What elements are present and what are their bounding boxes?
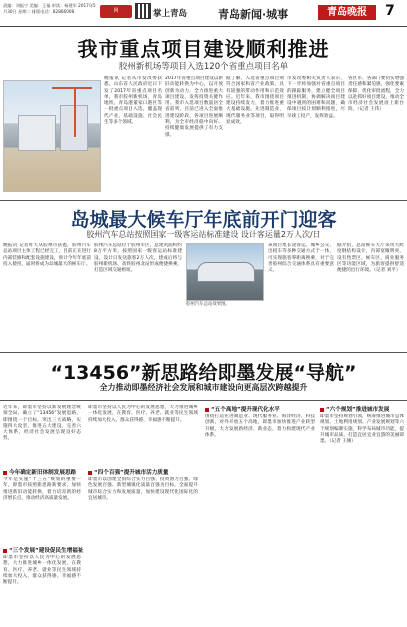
qr-code-icon [135,3,151,19]
story1-column-1: 晚报讯 记者从市发改委获悉，山东省人民政府近日下发了2017年省重点项目名单，我市胶州新机场、青岛地铁、青岛港董家口港区等一批重点项目入选，覆盖现代产业、基础设施、社会民生等多个领域。 [104,76,162,126]
story1-column-4: 市发改委相关负责人表示，下一步将加强对省重点项目的跟踪服务，建立健全项目推进机制，协调解决项目建设中遇到的困难和问题，确保项目按计划顺利推进，尽早竣工投产，发挥效益。 [287,76,345,119]
story2-headline: 岛城最大候车厅年底前开门迎客 [70,209,337,231]
divider [0,352,407,353]
story3-section-heading: “六个规划”推进城市发展 [320,405,389,413]
story2-column-4: 据介绍，总站候车大厅采用大跨度钢结构设计，内部宽敞明亮，设有售票区、候车区、商业服务区等功能区域，为旅客提供舒适便捷的出行环境。（记者 刘平） [337,243,404,274]
station-hall-shape [197,262,255,282]
story3-column-2a: 即墨市坚持以人民为中心的发展思想，大力推进城乡一体化发展，在教育、医疗、养老、就业等民生领域持续加大投入，群众获得感、幸福感不断提升。 [88,405,198,423]
story3-section-text: 即墨市坚持规划引领，统筹推进城市总体规划、土地利用规划、产业发展规划等六个规划编制实施，科学布局城市功能，提升城市品质，打造宜居宜业宜游的美丽即墨。（记者 王刚） [320,414,404,445]
editor-credits: 责编：刘振宁 美编：王福 审读：杨建军 2017年5月30日 星期二 排版电话：82866008 [3,3,96,14]
story2-column-2: 胶州汽车总站位于胶州市区，总建筑面积约8万平方米，按照国家一级客运站标准建设，设计日发送旅客2万人次，建成后将与胶州新机场、高铁胶州北站形成便捷换乘，打造区域交通枢纽。 [94,243,182,274]
story3-section-heading: “四个百强”提升城市活力质量 [88,468,168,476]
story1-column-2: 2017年省重点项目建设以新旧动能转换为中心，以开放创新为动力，全力推进重大项目建设，发挥投资关键作用。我市入选项目数量居全省前列，目前已进入全面推进建设阶段，各项目进展顺利，为全市经济稳中向好、持续健康发展提供了有力支撑。 [165,76,223,138]
story3-section-heading: 今年确定新旧体制发展思路 [3,468,76,476]
bus-station-photo [186,243,264,301]
masthead [0,0,407,27]
story3-subheadline: 全力推动即墨经济社会发展和城市建设向更高层次跨越提升 [99,383,308,392]
building-shape [18,115,56,151]
story3-headline: “13456”新思路给即墨发展“导航” [50,362,357,384]
story3-section-text: 今年是实施“十三五”规划的重要一年，即墨市按照新思路新要求，加快推进新旧动能转换，着力培育新的经济增长点，推动经济高质量发展。 [3,477,81,501]
page-number: 7 [385,3,395,19]
crane-shape [52,87,92,89]
story1-column-3: 据了解，入选省重点项目须符合国家和省产业政策，具有较强的带动作用和示范效应。近年来，我市围绕项目建设持续发力，着力推进重大基础设施、先进制造业、现代服务业等项目，取得明显成效。 [226,76,284,126]
newspaper-logo: 青岛晚报 [318,5,376,20]
story3-section-heading: “五个高地”提升现代化水平 [205,405,280,413]
story2-column-3: 该项目集长途客运、城乡公交、出租车等多种交通方式于一体，可实现旅客零距离换乘，对于完善胶州综合交通体系具有重要意义。 [268,243,334,274]
story2-subheadline: 胶州汽车总站按照国家一级客运站标准建设 设计客运量2万人次/日 [86,230,321,239]
app-slogan: 掌上青岛 [153,9,188,19]
story3-section-text: 即墨市以创建全国综合实力百强、投资潜力百强、绿色发展百强、新型城镇化质量百强为目标，全面提升城市综合实力和发展质量，加快建设现代化国际化的宜居城市。 [88,477,198,501]
construction-photo [3,80,101,192]
story1-column-5: 各区市、各部门要切实增强责任感和紧迫感，强化要素保障，优化审批流程，全力以赴抓好项目建设，推动全市经济社会发展再上新台阶。（记者 王伟） [348,76,404,113]
story1-headline: 我市重点项目建设顺利推进 [77,37,330,61]
story3-section-text: 即墨市坚持以人民为中心的发展思想，大力推进城乡一体化发展，在教育、医疗、养老、就业等民生领域持续加大投入，群众获得感、幸福感不断提升。 [3,555,81,586]
crane-shape [74,87,76,137]
story2-photo-caption: 胶州汽车总站效果图。 [186,302,230,307]
web-badge: 网 [100,5,132,18]
divider [0,400,407,401]
story3-section-heading: “三个发展”建设促民生增福祉 [3,546,83,554]
section-title: 青岛新闻·城事 [218,8,289,21]
divider [0,200,407,201]
story3-section-text: 围绕打造先进制造业、现代服务业、海洋经济、科技创新、对外开放五个高地，即墨市加快推进产业转型升级，大力发展新经济、新业态，着力构建现代产业体系。 [205,414,315,438]
story2-column-1: 晚报讯 记者昨天从胶州市获悉，胶州汽车总站项目主体工程已经完工，目前正在进行内部装修和配套设施建设，预计今年年底前投入使用，届时将成为岛城最大的候车厅。 [3,243,91,267]
story1-subheadline: 胶州新机场等项目入选120个省重点项目名单 [118,62,289,72]
story3-intro: 近年来，即墨市坚持以新发展理念统领全局，确立了“13456”发展思路，即围绕一个目标，突出三大战略，实施四大攻坚，推进五大建设，完善六大体系，经济社会发展呈现良好态势。 [3,405,81,442]
